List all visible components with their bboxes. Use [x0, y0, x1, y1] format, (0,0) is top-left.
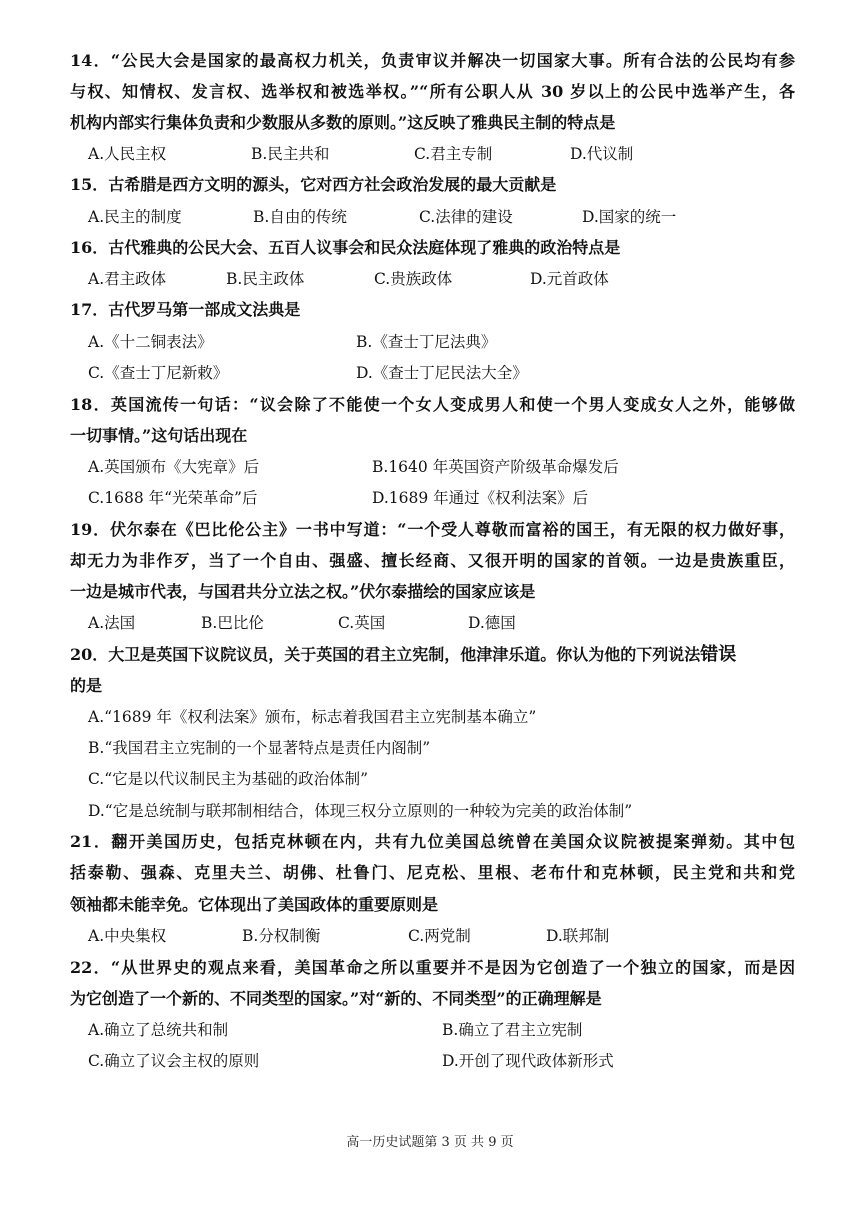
question-14-options [88, 144, 795, 164]
option-b: B.1640 年英国资产阶级革命爆发后 [372, 458, 619, 476]
question-16-line-1: 16．古代雅典的公民大会、五百人议事会和民众法庭体现了雅典的政治特点是 [70, 238, 621, 257]
option-d: D.德国 [468, 614, 516, 632]
option-a: A.中央集权 [88, 927, 167, 945]
option-c: C.确立了议会主权的原则 [88, 1052, 260, 1070]
option-a: A.民主的制度 [88, 208, 182, 226]
option-a: A.确立了总统共和制 [88, 1021, 229, 1039]
option-d: D.国家的统一 [582, 208, 677, 226]
option-a: A.“1689 年《权利法案》颁布，标志着我国君主立宪制基本确立” [88, 708, 537, 726]
question-17-line-1: 17．古代罗马第一部成文法典是 [70, 300, 301, 319]
option-d: D.1689 年通过《权利法案》后 [372, 489, 589, 507]
question-21-line-3: 领袖都未能幸免。它体现出了美国政体的重要原则是 [70, 895, 439, 914]
option-c: C.君主专制 [414, 145, 493, 163]
question-20-line-1: 20．大卫是英国下议院议员，关于英国的君主立宪制，他津津乐道。你认为他的下列说法错误 [70, 644, 737, 665]
question-19-line-1: 19．伏尔泰在《巴比伦公主》一书中写道：“一个受人尊敬而富裕的国王，有无限的权力做好事， [70, 520, 795, 539]
question-14-line-3: 机构内部实行集体负责和少数服从多数的原则。”这反映了雅典民主制的特点是 [70, 113, 616, 132]
question-22-options-row-2 [88, 1051, 795, 1071]
option-b: B.民主政体 [226, 270, 305, 288]
question-20-option-b-row [88, 738, 795, 758]
option-d: D.开创了现代政体新形式 [442, 1052, 614, 1070]
option-a: A.英国颁布《大宪章》后 [88, 458, 260, 476]
question-19-line-2: 却无力为非作歹，当了一个自由、强盛、擅长经商、又很开明的国家的首领。一边是贵族重臣， [70, 551, 795, 570]
option-c: C.法律的建设 [419, 208, 513, 226]
question-21-options [88, 926, 795, 946]
question-18-options-row-2 [88, 488, 795, 508]
option-a: A.君主政体 [88, 270, 167, 288]
question-21-line-2: 括泰勒、强森、克里夫兰、胡佛、杜鲁门、尼克松、里根、老布什和克林顿，民主党和共和党 [70, 863, 795, 882]
question-21-line-1: 21．翻开美国历史，包括克林顿在内，共有九位美国总统曾在美国众议院被提案弹劾。其中包 [70, 832, 795, 851]
option-d: D.元首政体 [530, 270, 609, 288]
option-b: B.确立了君主立宪制 [442, 1021, 583, 1039]
option-b: B.“我国君主立宪制的一个显著特点是责任内阁制” [88, 739, 431, 757]
option-c: C.“它是以代议制民主为基础的政治体制” [88, 770, 369, 788]
question-19-line-3: 一边是城市代表，与国君共分立法之权。”伏尔泰描绘的国家应该是 [70, 582, 536, 601]
question-22-line-1: 22．“从世界史的观点来看，美国革命之所以重要并不是因为它创造了一个独立的国家，而是因 [70, 958, 795, 977]
question-18-line-2: 一切事情。”这句话出现在 [70, 426, 248, 445]
question-22-options-row-1 [88, 1020, 795, 1040]
question-18-options-row-1 [88, 457, 795, 477]
option-a: A.《十二铜表法》 [88, 333, 213, 351]
question-17-options-row-1 [88, 332, 795, 352]
option-d: D.“它是总统制与联邦制相结合，体现三权分立原则的一种较为完美的政治体制” [88, 802, 633, 820]
question-22-line-2: 为它创造了一个新的、不同类型的国家。”对“新的、不同类型”的正确理解是 [70, 989, 602, 1008]
emphasis-wrong: 错误 [700, 644, 737, 665]
option-b: B.分权制衡 [242, 927, 321, 945]
question-19-options [88, 613, 795, 633]
question-20-option-a-row [88, 707, 795, 727]
option-b: B.《查士丁尼法典》 [356, 333, 497, 351]
option-c: C.1688 年“光荣革命”后 [88, 489, 258, 507]
question-17-options-row-2 [88, 363, 795, 383]
option-d: D.联邦制 [546, 927, 610, 945]
option-d: D.代议制 [570, 145, 634, 163]
option-b: B.自由的传统 [253, 208, 347, 226]
option-d: D.《查士丁尼民法大全》 [356, 364, 528, 382]
option-a: A.人民主权 [88, 145, 167, 163]
question-18-line-1: 18．英国流传一句话：“议会除了不能使一个女人变成男人和使一个男人变成女人之外，能够做 [70, 395, 795, 414]
option-a: A.法国 [88, 614, 136, 632]
option-b: B.巴比伦 [201, 614, 264, 632]
option-c: C.《查士丁尼新敕》 [88, 364, 229, 382]
option-b: B.民主共和 [251, 145, 330, 163]
question-15-line-1: 15．古希腊是西方文明的源头，它对西方社会政治发展的最大贡献是 [70, 175, 557, 194]
question-14-line-2: 与权、知情权、发言权、选举权和被选举权。”“所有公职人从 30 岁以上的公民中选举产生，各 [70, 82, 795, 101]
question-14-line-1: 14．“公民大会是国家的最高权力机关，负责审议并解决一切国家大事。所有合法的公民均有参 [70, 51, 795, 70]
question-20-option-c-row [88, 769, 795, 789]
option-c: C.英国 [338, 614, 386, 632]
question-20-line-2: 的是 [70, 676, 103, 695]
question-16-options [88, 269, 795, 289]
option-c: C.两党制 [408, 927, 471, 945]
question-20-option-d-row [88, 801, 795, 821]
page-footer: 高一历史试题第 3 页 共 9 页 [346, 1135, 514, 1150]
question-15-options [88, 207, 795, 227]
option-c: C.贵族政体 [374, 270, 453, 288]
